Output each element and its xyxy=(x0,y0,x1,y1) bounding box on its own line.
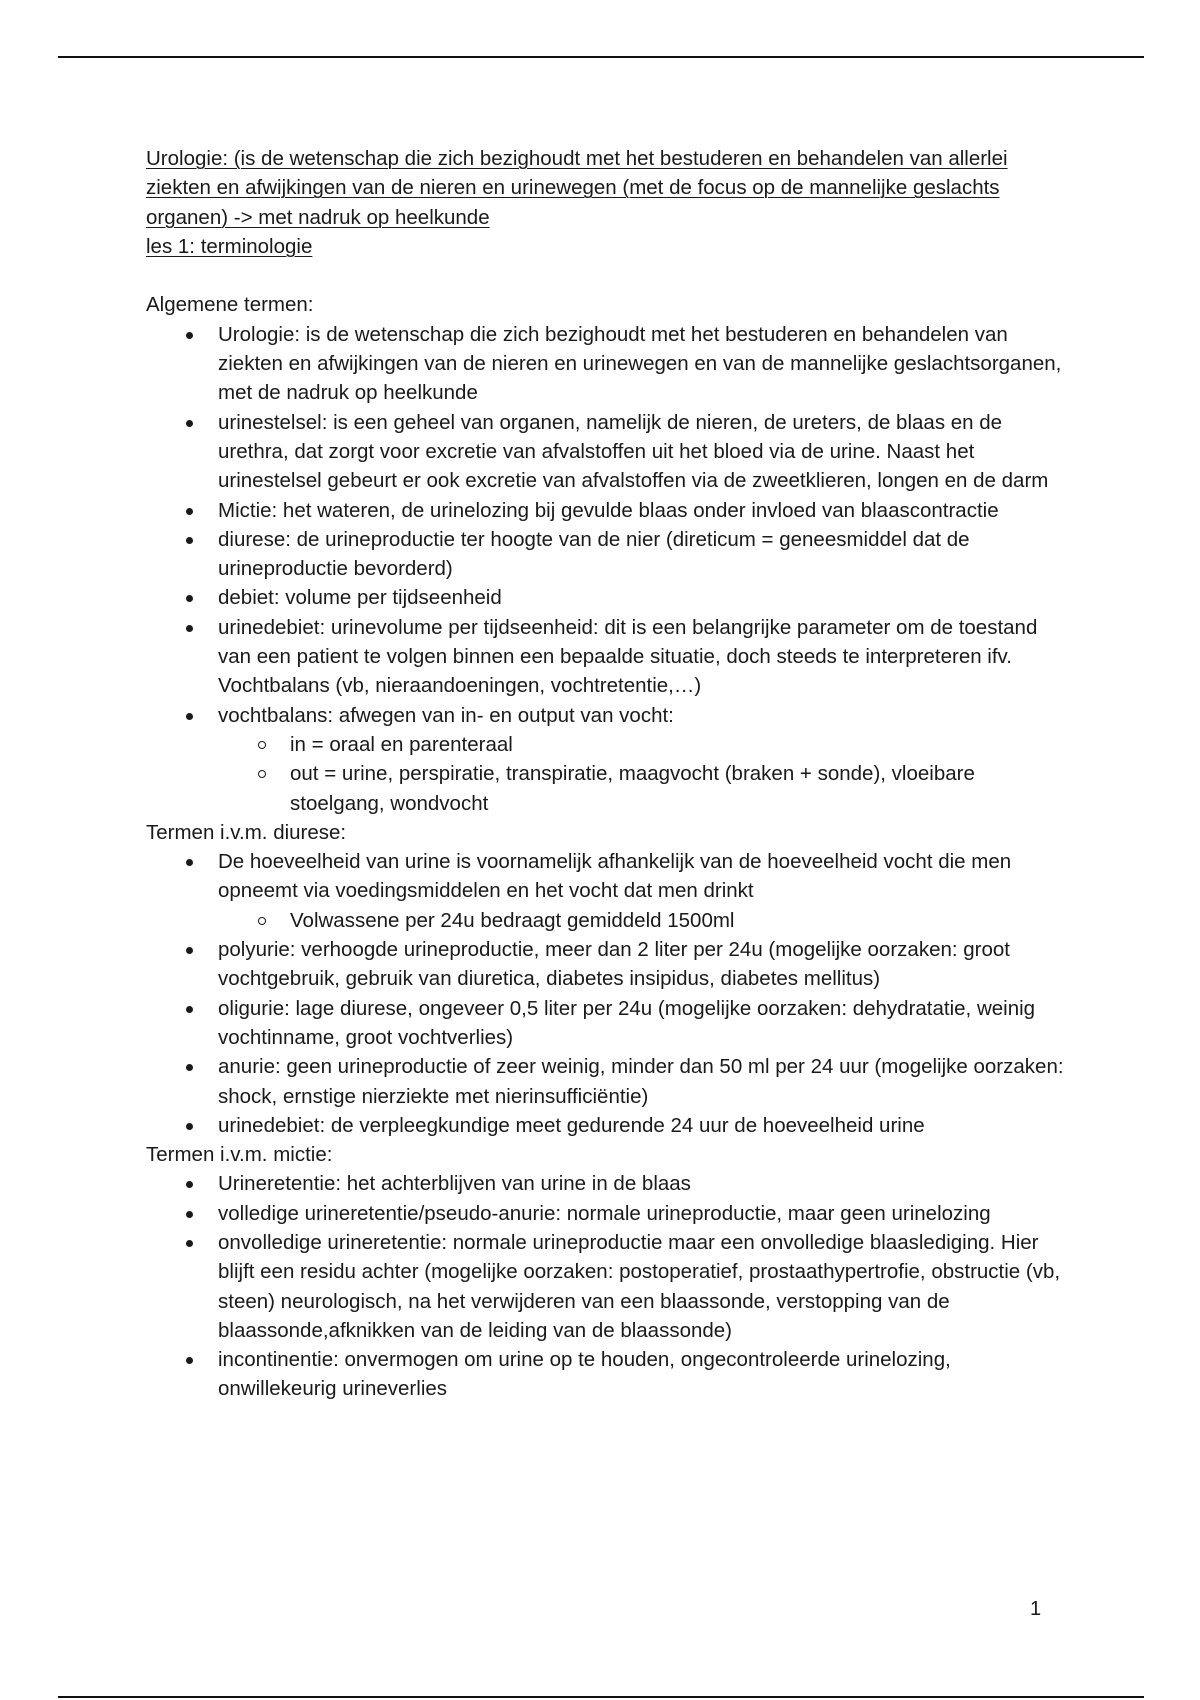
list-item xyxy=(146,701,1066,818)
list-item-text: urinestelsel: is een geheel van organen, namelijk de nieren, de ureters, de blaas en de urethra, dat zorgt voor excretie van afvalstoffen uit het bloed via de urine. Naast het urinestelsel gebeurt er ook excretie van afvalstoffen via de zweetklieren, longen en de darm xyxy=(218,410,1049,493)
top-rule xyxy=(58,56,1144,58)
bullet-icon xyxy=(186,1064,193,1071)
list-item xyxy=(146,408,1066,496)
lesson-title: les 1: terminologie xyxy=(146,234,313,258)
list-item-text: vochtbalans: afwegen van in- en output van vocht: xyxy=(218,703,674,727)
list-item-text: urinedebiet: de verpleegkundige meet gedurende 24 uur de hoeveelheid urine xyxy=(218,1113,925,1137)
document-body xyxy=(146,144,1066,1404)
document-title: Urologie: (is de wetenschap die zich bezighoudt met het bestuderen en behandelen van allerlei ziekten en afwijkingen van de nieren en urinewegen (met de focus op de mannelijke geslachts organen) -> met nadruk op heelkunde xyxy=(146,147,1008,229)
bullet-icon xyxy=(186,332,193,339)
list-item-text: diurese: de urineproductie ter hoogte van de nier (direticum = geneesmiddel dat de urineproductie bevorderd) xyxy=(218,527,970,581)
bullet-icon xyxy=(186,947,193,954)
section-title: Termen i.v.m. diurese: xyxy=(146,820,347,844)
list-item xyxy=(146,1199,1066,1228)
bullet-icon xyxy=(186,859,193,866)
sub-list-item-text: out = urine, perspiratie, transpiratie, maagvocht (braken + sonde), vloeibare stoelgang, wondvocht xyxy=(290,762,975,815)
list-item xyxy=(146,847,1066,935)
list-item-text: incontinentie: onvermogen om urine op te houden, ongecontroleerde urinelozing, onwillekeurig urineverlies xyxy=(218,1348,951,1401)
list-item-text: oligurie: lage diurese, ongeveer 0,5 liter per 24u (mogelijke oorzaken: dehydratatie, weinig vochtinname, groot vochtverlies) xyxy=(218,996,1036,1049)
circle-bullet-icon xyxy=(258,770,266,778)
bullet-icon xyxy=(186,1006,193,1013)
list-item xyxy=(146,1345,1066,1404)
list-item xyxy=(146,1228,1066,1345)
bullet-icon xyxy=(186,420,193,427)
section-title: Algemene termen: xyxy=(146,293,314,317)
list-item-text: De hoeveelheid van urine is voornamelijk afhankelijk van de hoeveelheid vocht die men opneemt via voedingsmiddelen en het vocht dat men drinkt xyxy=(218,850,1012,903)
bullet-icon xyxy=(186,537,193,544)
list-item-text: Urineretentie: het achterblijven van urine in de blaas xyxy=(218,1172,691,1196)
list-item-text: urinedebiet: urinevolume per tijdseenheid: dit is een belangrijke parameter om de toestand van een patient te volgen binnen een bepaalde situatie, doch steeds te interpreteren ifv. Vochtbalans (vb, nieraandoeningen, vochtretentie,…) xyxy=(218,615,1038,698)
bottom-rule xyxy=(58,1696,1144,1698)
sub-list xyxy=(218,906,1066,935)
list-item xyxy=(146,994,1066,1053)
list-item-text: Urologie: is de wetenschap die zich bezighoudt met het bestuderen en behandelen van ziekten en afwijkingen van de nieren en urinewegen en van de mannelijke geslachtsorganen, met de nadruk op heelkunde xyxy=(218,322,1062,405)
list-item xyxy=(146,613,1066,701)
bullet-icon xyxy=(186,1211,193,1218)
bullet-icon xyxy=(186,1240,193,1247)
bullet-icon xyxy=(186,1357,193,1364)
list-item xyxy=(146,496,1066,525)
list-item xyxy=(146,583,1066,612)
sub-list-item xyxy=(218,759,1066,818)
blank-line xyxy=(146,261,1066,290)
bullet-list xyxy=(146,847,1066,1140)
list-item-text: anurie: geen urineproductie of zeer weinig, minder dan 50 ml per 24 uur (mogelijke oorzaken: shock, ernstige nierziekte met nierinsufficiëntie) xyxy=(218,1055,1064,1108)
list-item-text: polyurie: verhoogde urineproductie, meer dan 2 liter per 24u (mogelijke oorzaken: groot vochtgebruik, gebruik van diuretica, diabetes insipidus, diabetes mellitus) xyxy=(218,938,1010,991)
sub-list-item-text: Volwassene per 24u bedraagt gemiddeld 1500ml xyxy=(290,908,735,932)
list-item-text: onvolledige urineretentie: normale urineproductie maar een onvolledige blaaslediging. Hier blijft een residu achter (mogelijke oorzaken: postoperatief, prostaathypertrofie, obstructie (vb, steen) neurologisch, na het verwijderen van een blaassonde, verstopping van de blaassonde,afknikken van de leiding van de blaassonde) xyxy=(218,1230,1061,1342)
sub-list-item-text: in = oraal en parenteraal xyxy=(290,732,513,756)
list-item-text: volledige urineretentie/pseudo-anurie: normale urineproductie, maar geen urinelozing xyxy=(218,1201,991,1225)
list-item-text: Mictie: het wateren, de urinelozing bij gevulde blaas onder invloed van blaascontractie xyxy=(218,498,999,522)
list-item xyxy=(146,320,1066,408)
section-title: Termen i.v.m. mictie: xyxy=(146,1143,333,1167)
bullet-list xyxy=(146,320,1066,818)
list-item xyxy=(146,1111,1066,1140)
list-item xyxy=(146,935,1066,994)
circle-bullet-icon xyxy=(258,917,266,925)
bullet-icon xyxy=(186,625,193,632)
bullet-list xyxy=(146,1169,1066,1403)
list-item-text: debiet: volume per tijdseenheid xyxy=(218,586,502,610)
circle-bullet-icon xyxy=(258,741,266,749)
page-number: 1 xyxy=(1030,1598,1042,1620)
sub-list-item xyxy=(218,906,1066,935)
list-item xyxy=(146,1052,1066,1111)
bullet-icon xyxy=(186,713,193,720)
bullet-icon xyxy=(186,508,193,515)
list-item xyxy=(146,1169,1066,1198)
sub-list xyxy=(218,730,1066,818)
bullet-icon xyxy=(186,1123,193,1130)
sub-list-item xyxy=(218,730,1066,759)
bullet-icon xyxy=(186,1181,193,1188)
list-item xyxy=(146,525,1066,584)
bullet-icon xyxy=(186,595,193,602)
